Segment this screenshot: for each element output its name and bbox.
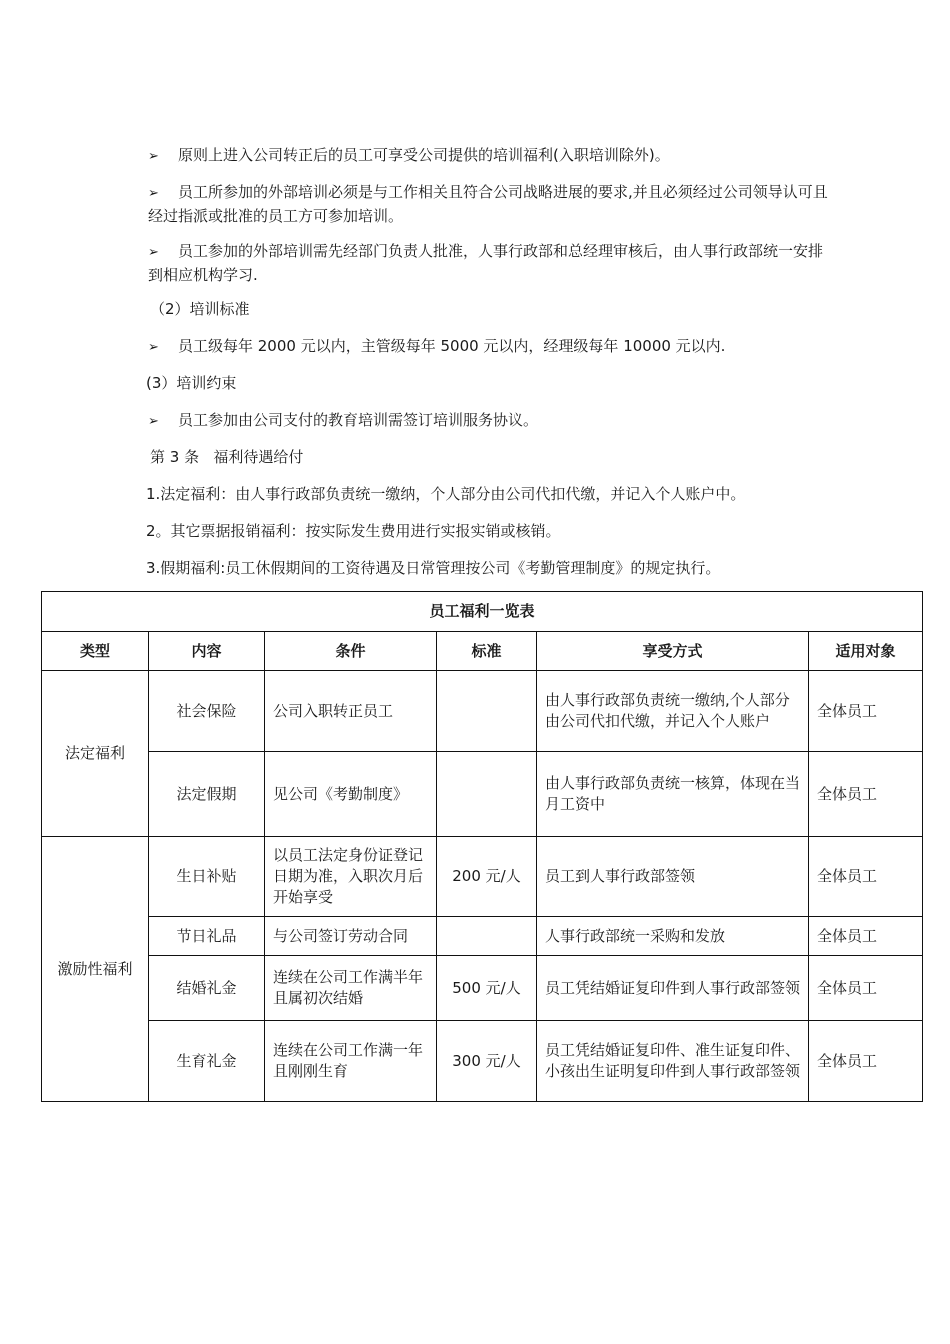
item-reimbursement-benefits: 2。其它票据报销福利：按实际发生费用进行实报实销或核销。 <box>146 522 561 540</box>
header-standard: 标准 <box>437 632 537 671</box>
target-cell: 全体员工 <box>809 837 923 917</box>
paragraph-text: 员工参加的外部培训需先经部门负责人批准，人事行政部和总经理审核后，由人事行政部统一安排到相应机构学习. <box>148 242 824 284</box>
item-statutory-benefits: 1.法定福利：由人事行政部负责统一缴纳，个人部分由公司代扣代缴，并记入个人账户中。 <box>146 485 746 503</box>
group-type-cell: 法定福利 <box>42 671 149 837</box>
table-row <box>42 752 923 837</box>
content-cell: 节日礼品 <box>149 917 265 956</box>
method-cell: 人事行政部统一采购和发放 <box>537 917 809 956</box>
bullet-paragraph-5 <box>148 409 538 433</box>
content-cell: 法定假期 <box>149 752 265 837</box>
method-cell: 由人事行政部负责统一核算，体现在当月工资中 <box>537 752 809 837</box>
method-cell: 员工到人事行政部签领 <box>537 837 809 917</box>
bullet-arrow-icon: ➢ <box>148 245 159 260</box>
standard-cell: 300 元/人 <box>437 1021 537 1102</box>
content-cell: 生日补贴 <box>149 837 265 917</box>
bullet-paragraph-1 <box>148 144 670 168</box>
subheading-training-standard: （2）培训标准 <box>150 300 250 318</box>
bullet-paragraph-2 <box>148 181 828 227</box>
method-cell: 由人事行政部负责统一缴纳,个人部分由公司代扣代缴，并记入个人账户 <box>537 671 809 752</box>
condition-cell: 公司入职转正员工 <box>265 671 437 752</box>
standard-cell <box>437 752 537 837</box>
content-cell: 结婚礼金 <box>149 956 265 1021</box>
bullet-arrow-icon: ➢ <box>148 149 159 164</box>
bullet-arrow-icon: ➢ <box>148 340 159 355</box>
standard-cell: 500 元/人 <box>437 956 537 1021</box>
condition-cell: 连续在公司工作满半年且属初次结婚 <box>265 956 437 1021</box>
standard-cell <box>437 917 537 956</box>
target-cell: 全体员工 <box>809 1021 923 1102</box>
target-cell: 全体员工 <box>809 917 923 956</box>
benefits-table <box>41 591 923 1102</box>
table-header-row <box>42 632 923 671</box>
paragraph-text: 员工级每年 2000 元以内，主管级每年 5000 元以内，经理级每年 10000 元以内. <box>178 337 726 355</box>
table-title: 员工福利一览表 <box>42 592 923 632</box>
header-target: 适用对象 <box>809 632 923 671</box>
standard-cell: 200 元/人 <box>437 837 537 917</box>
header-content: 内容 <box>149 632 265 671</box>
table-row <box>42 917 923 956</box>
bullet-paragraph-3 <box>148 240 828 286</box>
header-method: 享受方式 <box>537 632 809 671</box>
article-3-heading: 第 3 条 福利待遇给付 <box>150 448 304 466</box>
header-type: 类型 <box>42 632 149 671</box>
standard-cell <box>437 671 537 752</box>
condition-cell: 连续在公司工作满一年且刚刚生育 <box>265 1021 437 1102</box>
target-cell: 全体员工 <box>809 752 923 837</box>
table-row <box>42 837 923 917</box>
condition-cell: 以员工法定身份证登记日期为准，入职次月后开始享受 <box>265 837 437 917</box>
bullet-arrow-icon: ➢ <box>148 414 159 429</box>
paragraph-text: 原则上进入公司转正后的员工可享受公司提供的培训福利(入职培训除外)。 <box>178 146 670 164</box>
content-cell: 生育礼金 <box>149 1021 265 1102</box>
method-cell: 员工凭结婚证复印件、准生证复印件、小孩出生证明复印件到人事行政部签领 <box>537 1021 809 1102</box>
target-cell: 全体员工 <box>809 671 923 752</box>
paragraph-text: 员工所参加的外部培训必须是与工作相关且符合公司战略进展的要求,并且必须经过公司领导认可且经过指派或批准的员工方可参加培训。 <box>148 183 828 225</box>
table-row <box>42 956 923 1021</box>
content-cell: 社会保险 <box>149 671 265 752</box>
bullet-paragraph-4 <box>148 335 725 359</box>
condition-cell: 见公司《考勤制度》 <box>265 752 437 837</box>
bullet-arrow-icon: ➢ <box>148 186 159 201</box>
table-row <box>42 671 923 752</box>
table-row <box>42 1021 923 1102</box>
subheading-training-constraint: (3）培训约束 <box>146 374 237 392</box>
paragraph-text: 员工参加由公司支付的教育培训需签订培训服务协议。 <box>178 411 539 429</box>
target-cell: 全体员工 <box>809 956 923 1021</box>
condition-cell: 与公司签订劳动合同 <box>265 917 437 956</box>
method-cell: 员工凭结婚证复印件到人事行政部签领 <box>537 956 809 1021</box>
group-type-cell: 激励性福利 <box>42 837 149 1102</box>
header-condition: 条件 <box>265 632 437 671</box>
item-holiday-benefits: 3.假期福利:员工休假期间的工资待遇及日常管理按公司《考勤管理制度》的规定执行。 <box>146 559 721 577</box>
